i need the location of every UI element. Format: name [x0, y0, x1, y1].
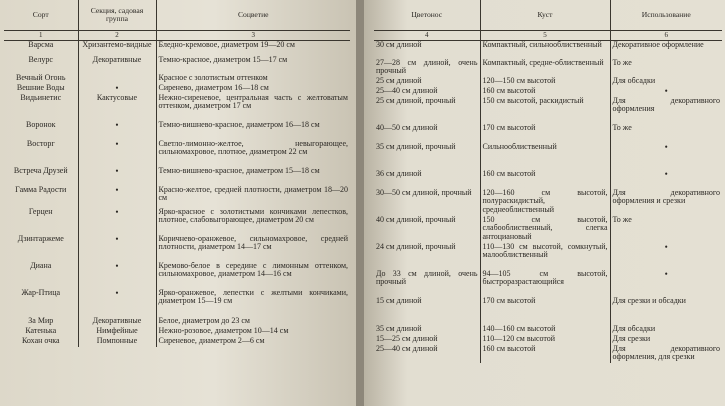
table-cell-stem: 15 см длиной [376, 296, 422, 305]
table-cell-desc: Белое, диаметром до 23 см [156, 317, 350, 327]
column-number: 4 [374, 31, 480, 41]
table-cell-desc: Ярко-оранжевое, лепестки с желтыми кончиками, диаметром 15—19 см [156, 289, 350, 317]
table-row [374, 345, 722, 363]
table-cell-bush: 150 см высотой, раскидистый [480, 97, 610, 124]
table-cell-name: Катенька [25, 326, 57, 335]
table-cell-stem: 35 см длиной, прочный [376, 142, 456, 151]
table-row [374, 97, 722, 124]
table-cell-section: Декоративные [78, 56, 156, 74]
column-number-row [374, 31, 722, 41]
table-cell-bush: 160 см высотой [480, 345, 610, 363]
table-cell-section: • [78, 235, 156, 262]
table-cell-name: Встреча Друзей [13, 166, 68, 175]
table-cell-stem: 25—40 см длиной [376, 344, 438, 353]
table-cell-bush: 170 см высотой [480, 297, 610, 325]
table-cell-use: • [610, 170, 722, 189]
dahlia-table-left [4, 0, 350, 347]
table-row [374, 297, 722, 325]
table-row [374, 59, 722, 77]
table-cell-section: • [78, 84, 156, 94]
table-cell-stem: 40—50 см длиной [376, 123, 438, 132]
table-cell-desc: Светло-лимонно-желтое, невыгорающее, сильномахровое, плотное, диаметром 22 см [156, 140, 350, 167]
table-row [4, 74, 350, 84]
table-row [374, 77, 722, 87]
table-cell-bush: 150 см высотой, слабооблиственный, слегка антоциановый [480, 216, 610, 243]
table-cell-name: Воронок [25, 120, 56, 129]
table-cell-section: • [78, 121, 156, 140]
table-cell-stem: 27—28 см длиной, очень прочный [376, 58, 478, 75]
table-cell-desc: Бледно-кремовое, диаметром 19—20 см [156, 41, 350, 56]
table-cell-bush: 110—120 см высотой [480, 335, 610, 345]
table-row [374, 325, 722, 335]
table-cell-desc: Темно-красное, диаметром 15—17 см [156, 56, 350, 74]
column-number: 2 [78, 31, 156, 41]
table-row [4, 262, 350, 289]
header-variety: Сорт [4, 0, 78, 31]
table-cell-bush: 170 см высотой [480, 124, 610, 143]
table-cell-desc: Ярко-красное с золотистыми кончиками лепестков, плотное, слабовыгорающее, диаметром 20 см [156, 208, 350, 235]
table-cell-use: Для декоративного оформления и срезки [610, 189, 722, 216]
column-number-row [4, 31, 350, 41]
table-row [4, 186, 350, 208]
table-cell-desc: Красно-желтое, средней плотности, диаметром 18—20 см [156, 186, 350, 208]
table-cell-bush: Компактный, средне-облиственный [480, 59, 610, 77]
header-inflorescence: Соцветие [156, 0, 350, 31]
table-header-row [4, 0, 350, 31]
table-header-row [374, 0, 722, 31]
table-cell-desc: Темно-вишнево-красное, диаметром 15—18 см [156, 167, 350, 186]
table-row [4, 56, 350, 74]
table-cell-name: Жар-Птица [21, 288, 61, 297]
table-cell-stem: 25—40 см длиной [376, 86, 438, 95]
table-cell-bush: 140—160 см высотой [480, 325, 610, 335]
table-cell-bush: Компактный, сильнооблиственный [480, 41, 610, 59]
header-section: Секция, садовая группа [78, 0, 156, 31]
header-usage: Использование [610, 0, 722, 31]
right-page [364, 0, 725, 406]
table-cell-use: Для обсадки [610, 325, 722, 335]
table-cell-desc: Темно-вишнево-красное, диаметром 16—18 см [156, 121, 350, 140]
table-cell-name: Вечный Огонь [16, 73, 66, 82]
table-cell-desc: Нежно-сиреневое, центральная часть с желтоватым оттенком, диаметром 17 см [156, 94, 350, 121]
table-row [374, 41, 722, 59]
table-cell-stem: 30 см длиной [376, 40, 422, 49]
table-cell-section: • [78, 167, 156, 186]
column-number: 1 [4, 31, 78, 41]
table-cell-section: • [78, 208, 156, 235]
table-cell-bush: Сильнооблиственный [480, 143, 610, 170]
table-cell-stem: 35 см длиной [376, 324, 422, 333]
table-cell-section: Декоративные [78, 317, 156, 327]
left-page [0, 0, 356, 406]
table-cell-stem: 40 см длиной, прочный [376, 215, 456, 224]
table-row [374, 124, 722, 143]
table-row [4, 235, 350, 262]
table-row [374, 216, 722, 243]
table-cell-stem: 25 см длиной [376, 76, 422, 85]
table-cell-bush: 94—105 см высотой, быстроразрастающийся [480, 270, 610, 297]
table-cell-section [78, 74, 156, 84]
table-cell-use: Для срезки [610, 335, 722, 345]
table-row [4, 289, 350, 317]
table-cell-desc: Кремово-белое в середине с лимонным оттенком, сильномахровое, диаметром 14—16 см [156, 262, 350, 289]
table-cell-section: • [78, 289, 156, 317]
table-cell-use: • [610, 243, 722, 270]
table-cell-section: Кактусовые [78, 94, 156, 121]
table-row [374, 243, 722, 270]
table-cell-stem: 25 см длиной, прочный [376, 96, 456, 105]
table-cell-section: • [78, 262, 156, 289]
table-cell-use: Для декоративного оформления, для срезки [610, 345, 722, 363]
header-stem: Цветонос [374, 0, 480, 31]
table-cell-use: То же [610, 124, 722, 143]
header-bush: Куст [480, 0, 610, 31]
table-cell-bush: 120—160 см высотой, полураскидистый, среднеоблиственный [480, 189, 610, 216]
table-cell-use: • [610, 87, 722, 97]
table-row [4, 84, 350, 94]
table-cell-name: Дзинтаржеме [17, 234, 64, 243]
table-cell-name: Видьинетис [20, 93, 62, 102]
column-number: 6 [610, 31, 722, 41]
table-row [374, 87, 722, 97]
table-cell-name: Диана [30, 261, 52, 270]
table-row [374, 335, 722, 345]
table-cell-use: Для срезки и обсадки [610, 297, 722, 325]
table-cell-desc: Коричнево-оранжевое, сильномахровое, средней плотности, диаметром 14—17 см [156, 235, 350, 262]
table-row [4, 121, 350, 140]
table-cell-name: Велурс [28, 55, 53, 64]
table-cell-stem: 15—25 см длиной [376, 334, 438, 343]
column-number: 5 [480, 31, 610, 41]
table-cell-name: Гамма Радости [15, 185, 67, 194]
table-cell-stem: 36 см длиной [376, 169, 422, 178]
table-cell-bush: 160 см высотой [480, 87, 610, 97]
table-cell-name: Герцен [28, 207, 53, 216]
table-row [4, 140, 350, 167]
table-cell-desc: Красное с золотистым оттенком [156, 74, 350, 84]
table-row [374, 189, 722, 216]
table-row [374, 170, 722, 189]
table-cell-bush: 120—150 см высотой [480, 77, 610, 87]
table-cell-bush: 160 см высотой [480, 170, 610, 189]
table-cell-use: • [610, 270, 722, 297]
table-row [4, 167, 350, 186]
table-cell-desc: Нежно-розовое, диаметром 10—14 см [156, 327, 350, 337]
table-row [4, 317, 350, 327]
table-cell-section: Помпонные [78, 337, 156, 347]
table-row [4, 327, 350, 337]
table-cell-use: Для декоративного оформления [610, 97, 722, 124]
table-row [4, 337, 350, 347]
table-cell-name: Вешние Воды [16, 83, 65, 92]
table-row [374, 270, 722, 297]
table-cell-section: Нимфейные [78, 327, 156, 337]
table-cell-section: • [78, 140, 156, 167]
table-cell-use: Для обсадки [610, 77, 722, 87]
table-cell-use: • [610, 143, 722, 170]
table-cell-bush: 110—130 см высотой, сомкнутый, малооблиственный [480, 243, 610, 270]
table-cell-stem: 24 см длиной, прочный [376, 242, 456, 251]
book-gutter [356, 0, 364, 406]
table-cell-stem: До 33 см длиной, очень прочный [376, 269, 478, 286]
table-cell-desc: Сиренево, диаметром 16—18 см [156, 84, 350, 94]
dahlia-table-right [374, 0, 722, 363]
table-cell-use: То же [610, 216, 722, 243]
table-row [4, 208, 350, 235]
table-cell-desc: Сиреневое, диаметром 2—6 см [156, 337, 350, 347]
table-row [4, 41, 350, 56]
table-cell-name: За Мир [28, 316, 54, 325]
column-number: 3 [156, 31, 350, 41]
table-row [374, 143, 722, 170]
table-row [4, 94, 350, 121]
table-cell-use: Декоративное оформление [610, 41, 722, 59]
table-cell-name: Варсма [28, 40, 54, 49]
table-cell-use: То же [610, 59, 722, 77]
table-cell-section: • [78, 186, 156, 208]
table-cell-section: Хризантемо-видные [78, 41, 156, 56]
table-cell-stem: 30—50 см длиной, прочный [376, 188, 472, 197]
table-cell-name: Кохан очка [21, 336, 60, 345]
table-cell-name: Восторг [26, 139, 55, 148]
